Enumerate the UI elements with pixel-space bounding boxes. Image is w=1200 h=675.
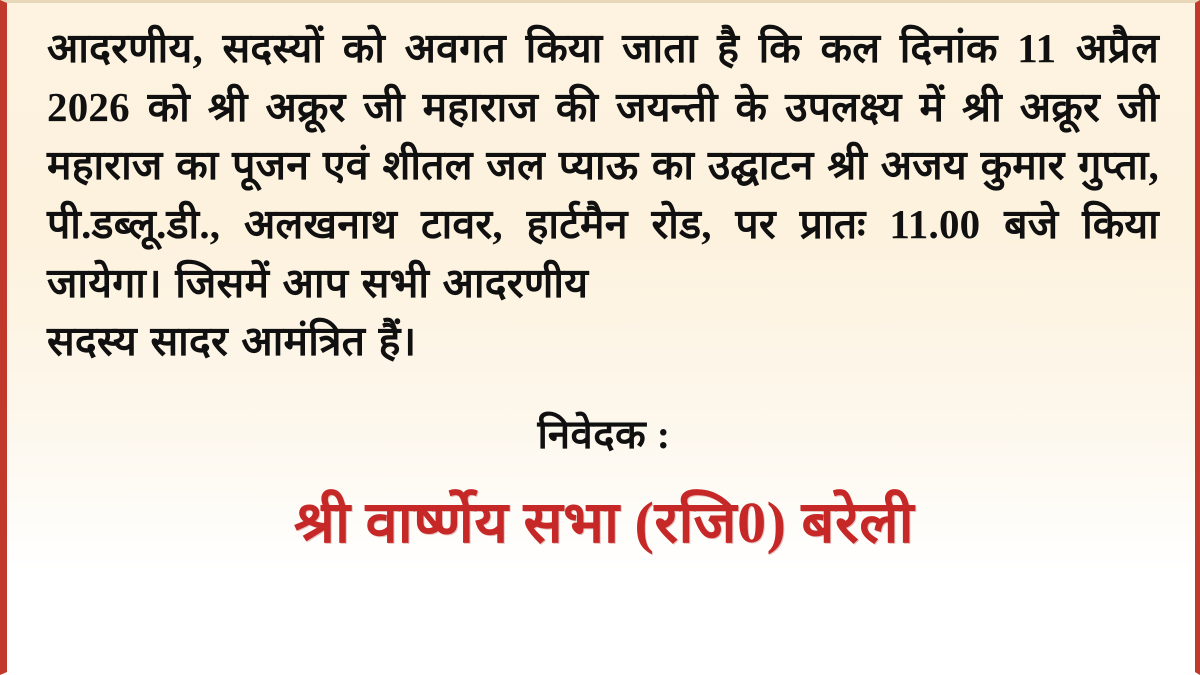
organization-name: श्री वार्ष्णेय सभा (रजि0) बरेली — [293, 489, 915, 555]
signoff-label: निवेदक : — [537, 411, 671, 457]
announcement-paragraph — [47, 19, 1161, 371]
announcement-body: आदरणीय, सदस्यों को अवगत किया जाता है कि कल दिनांक 11 अप्रैल 2026 को श्री अक्रूर जी महाराज की जयन्ती के उपलक्ष्य में श्री अक्रूर जी महाराज का पूजन एवं शीतल जल प्याऊ का उद्घाटन श्री अजय कुमार गुप्ता, पी.डब्लू.डी., अलखनाथ टावर, हार्टमैन रोड, पर प्रातः 11.00 बजे किया जायेगा। जिसमें आप सभी आदरणीय — [47, 25, 1159, 306]
announcement-last-line: सदस्य सादर आमंत्रित हैं। — [47, 318, 417, 365]
